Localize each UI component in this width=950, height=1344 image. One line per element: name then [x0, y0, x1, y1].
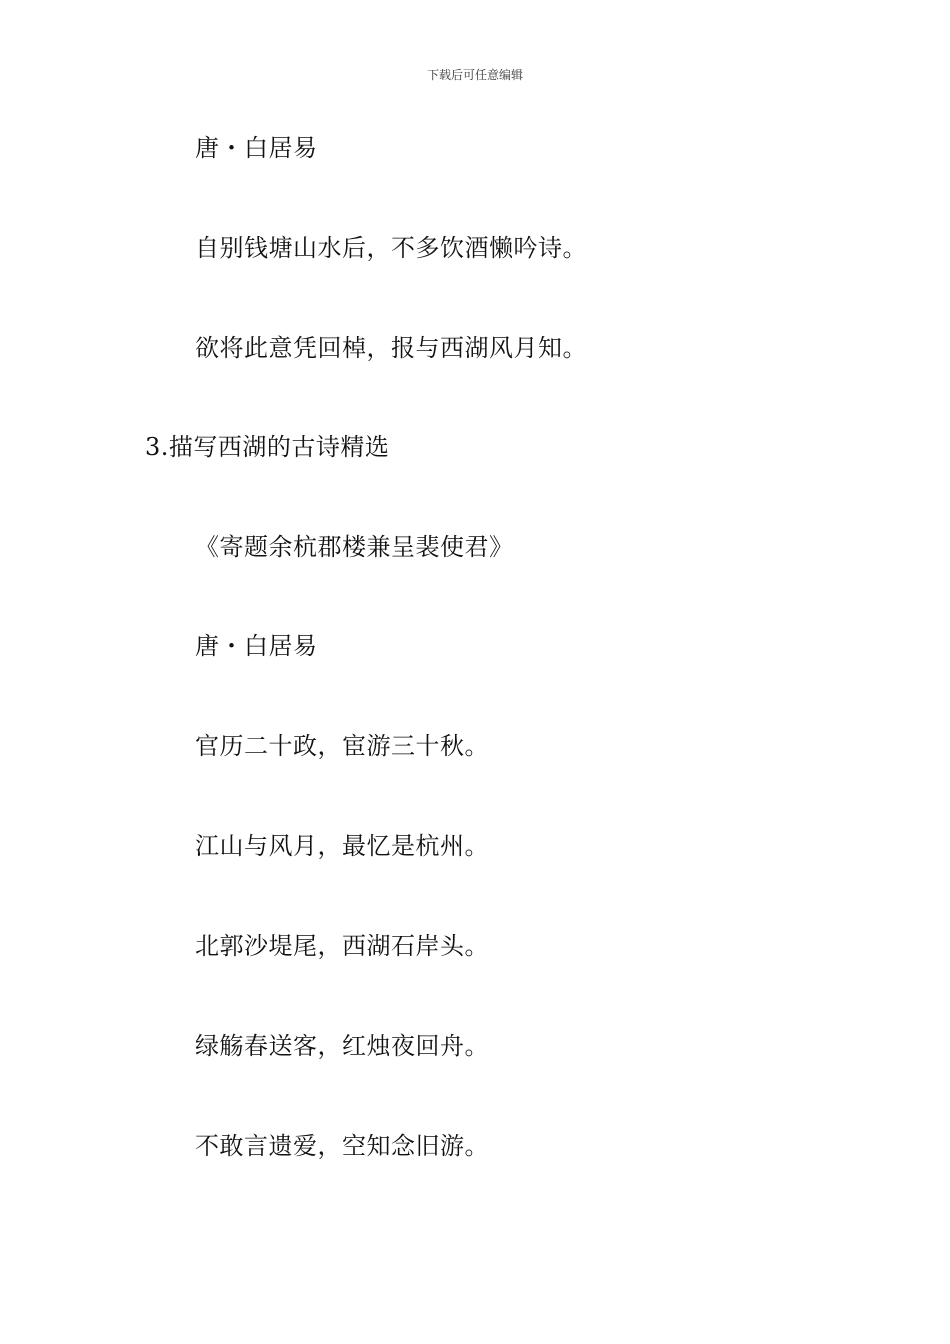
poem-author: 唐・白居易	[195, 632, 318, 660]
poem-line: 北郭沙堤尾，西湖石岸头。	[195, 932, 489, 960]
poem-author: 唐・白居易	[195, 134, 318, 162]
poem-line: 江山与风月，最忆是杭州。	[195, 832, 489, 860]
poem-title: 《寄题余杭郡楼兼呈裴使君》	[195, 533, 514, 561]
poem-line: 官历二十政，宦游三十秋。	[195, 732, 489, 760]
poem-line: 欲将此意凭回棹，报与西湖风月知。	[195, 334, 587, 362]
poem-line: 自别钱塘山水后，不多饮酒懒吟诗。	[195, 234, 587, 262]
section-heading: 3.描写西湖的古诗精选	[145, 433, 390, 461]
page-header-note: 下载后可任意编辑	[426, 68, 523, 82]
poem-line: 绿觞春送客，红烛夜回舟。	[195, 1032, 489, 1060]
poem-line: 不敢言遗爱，空知念旧游。	[195, 1132, 489, 1160]
